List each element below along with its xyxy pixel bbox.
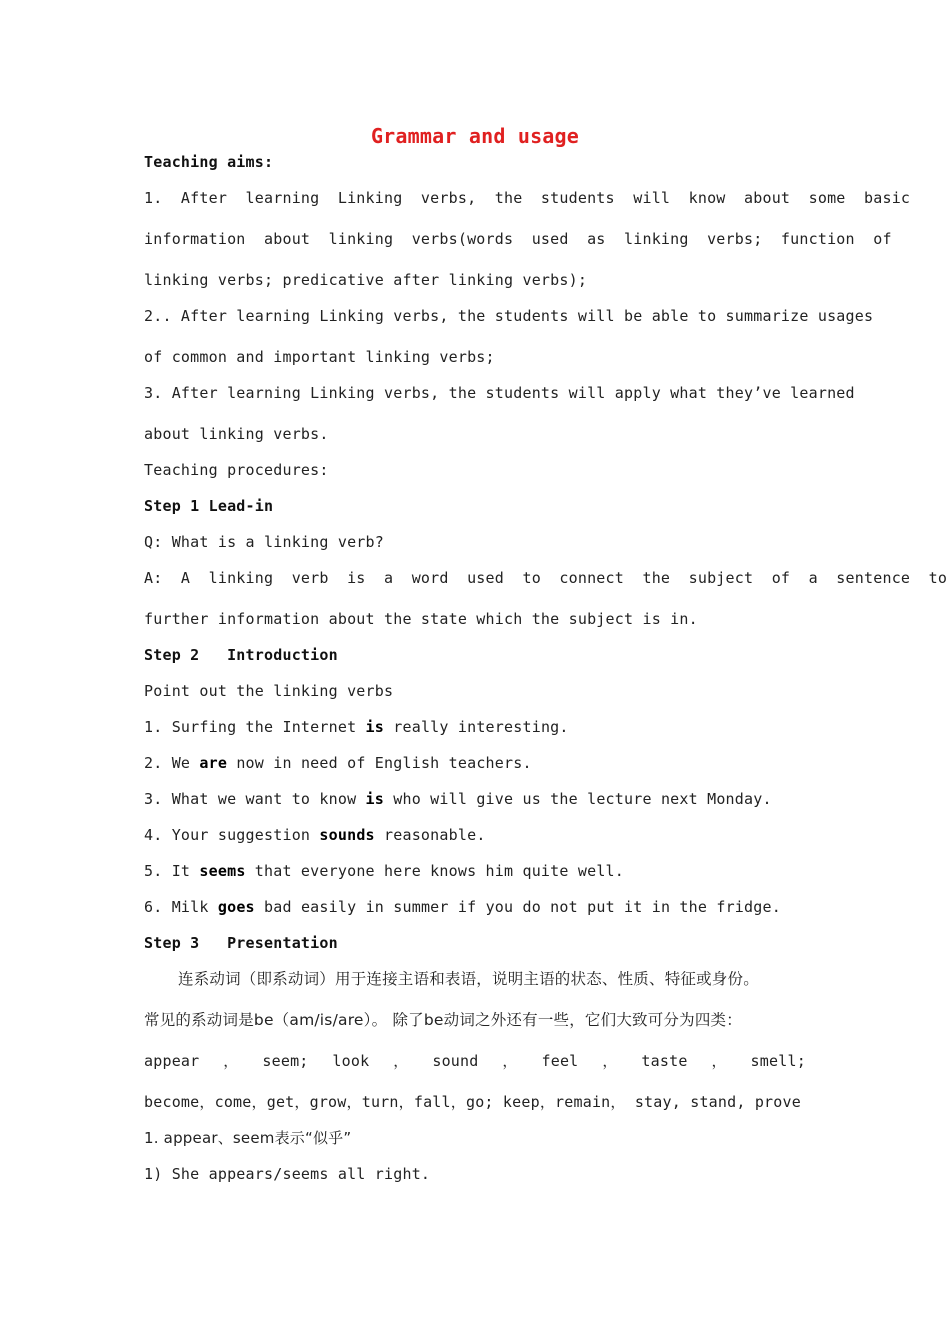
- linking-verb-token: sound: [432, 1052, 479, 1070]
- sentence-2-verb: are: [199, 754, 228, 772]
- sentence-2: [144, 752, 532, 774]
- procedures-heading: Teaching procedures:: [144, 461, 329, 479]
- linking-verb-token: ，: [393, 1052, 409, 1070]
- sentence-2-pre: 2. We: [144, 754, 200, 772]
- sentence-1: [144, 716, 569, 738]
- step-2-heading: Step 2 Introduction: [144, 646, 338, 664]
- sentence-3-verb: is: [365, 790, 385, 808]
- sentence-3: [144, 788, 772, 810]
- linking-verbs-line-2: become，come，get，grow，turn，fall，go; keep，remain， stay, stand, prove: [144, 1093, 801, 1111]
- linking-verb-token: appear: [144, 1052, 200, 1070]
- step-1-heading: Step 1 Lead-in: [144, 497, 274, 515]
- sentence-4-verb: sounds: [319, 826, 375, 844]
- aim-1-line-3: linking verbs; predicative after linking verbs);: [144, 271, 588, 289]
- sentence-5-post: that everyone here knows him quite well.: [245, 862, 625, 880]
- sentence-6-pre: 6. Milk: [144, 898, 218, 916]
- linking-verb-token: ，: [223, 1052, 239, 1070]
- teaching-aims-heading: Teaching aims:: [144, 153, 274, 171]
- step-3-heading: Step 3 Presentation: [144, 934, 338, 952]
- aim-2-line-1: 2.. After learning Linking verbs, the students will be able to summarize usages: [144, 307, 874, 325]
- step-1-answer-line-2: further information about the state which the subject is in.: [144, 610, 698, 628]
- linking-verb-token: look: [332, 1052, 370, 1070]
- sentence-2-post: now in need of English teachers.: [227, 754, 532, 772]
- sentence-6: [144, 896, 781, 918]
- step-3-chinese-line-1: 连系动词（即系动词）用于连接主语和表语，说明主语的状态、性质、特征或身份。: [178, 970, 759, 988]
- sentence-5-verb: seems: [199, 862, 246, 880]
- sentence-3-pre: 3. What we want to know: [144, 790, 366, 808]
- sentence-1-post: really interesting.: [384, 718, 569, 736]
- sentence-3-post: who will give us the lecture next Monday.: [384, 790, 772, 808]
- linking-verb-token: ，: [502, 1052, 518, 1070]
- linking-verb-token: taste: [641, 1052, 688, 1070]
- sentence-1-verb: is: [365, 718, 385, 736]
- linking-verb-token: ，: [602, 1052, 618, 1070]
- linking-verb-token: smell;: [750, 1052, 806, 1070]
- aim-1-line-1: 1. After learning Linking verbs, the students will know about some basic: [144, 189, 911, 207]
- aim-3-line-2: about linking verbs.: [144, 425, 329, 443]
- sentence-1-pre: 1. Surfing the Internet: [144, 718, 366, 736]
- sentence-6-post: bad easily in summer if you do not put it in the fridge.: [254, 898, 781, 916]
- step-1-answer-line-1: A: A linking verb is a word used to connect the subject of a sentence to: [144, 569, 948, 587]
- aim-3-line-1: 3. After learning Linking verbs, the students will apply what they’ve learned: [144, 384, 855, 402]
- step-2-instruction: Point out the linking verbs: [144, 682, 394, 700]
- sentence-5-pre: 5. It: [144, 862, 200, 880]
- sentence-5: [144, 860, 624, 882]
- sentence-4: [144, 824, 486, 846]
- linking-verbs-row: [144, 1050, 806, 1072]
- sentence-4-post: reasonable.: [374, 826, 486, 844]
- sentence-6-verb: goes: [217, 898, 255, 916]
- step-3-chinese-line-2: 常见的系动词是be（am/is/are）。 除了be动词之外还有一些，它们大致可分为四类：: [144, 1011, 742, 1029]
- linking-verb-token: ，: [711, 1052, 727, 1070]
- linking-verb-token: seem;: [262, 1052, 309, 1070]
- aim-1-line-2: information about linking verbs(words used as linking verbs; function of: [144, 230, 892, 248]
- page-title: Grammar and usage: [370, 124, 580, 148]
- point-1-heading: 1. appear、seem表示“似乎”: [144, 1129, 352, 1147]
- step-1-question: Q: What is a linking verb?: [144, 533, 384, 551]
- example-1: 1) She appears/seems all right.: [144, 1165, 431, 1183]
- aim-2-line-2: of common and important linking verbs;: [144, 348, 495, 366]
- sentence-4-pre: 4. Your suggestion: [144, 826, 320, 844]
- linking-verb-token: feel: [541, 1052, 579, 1070]
